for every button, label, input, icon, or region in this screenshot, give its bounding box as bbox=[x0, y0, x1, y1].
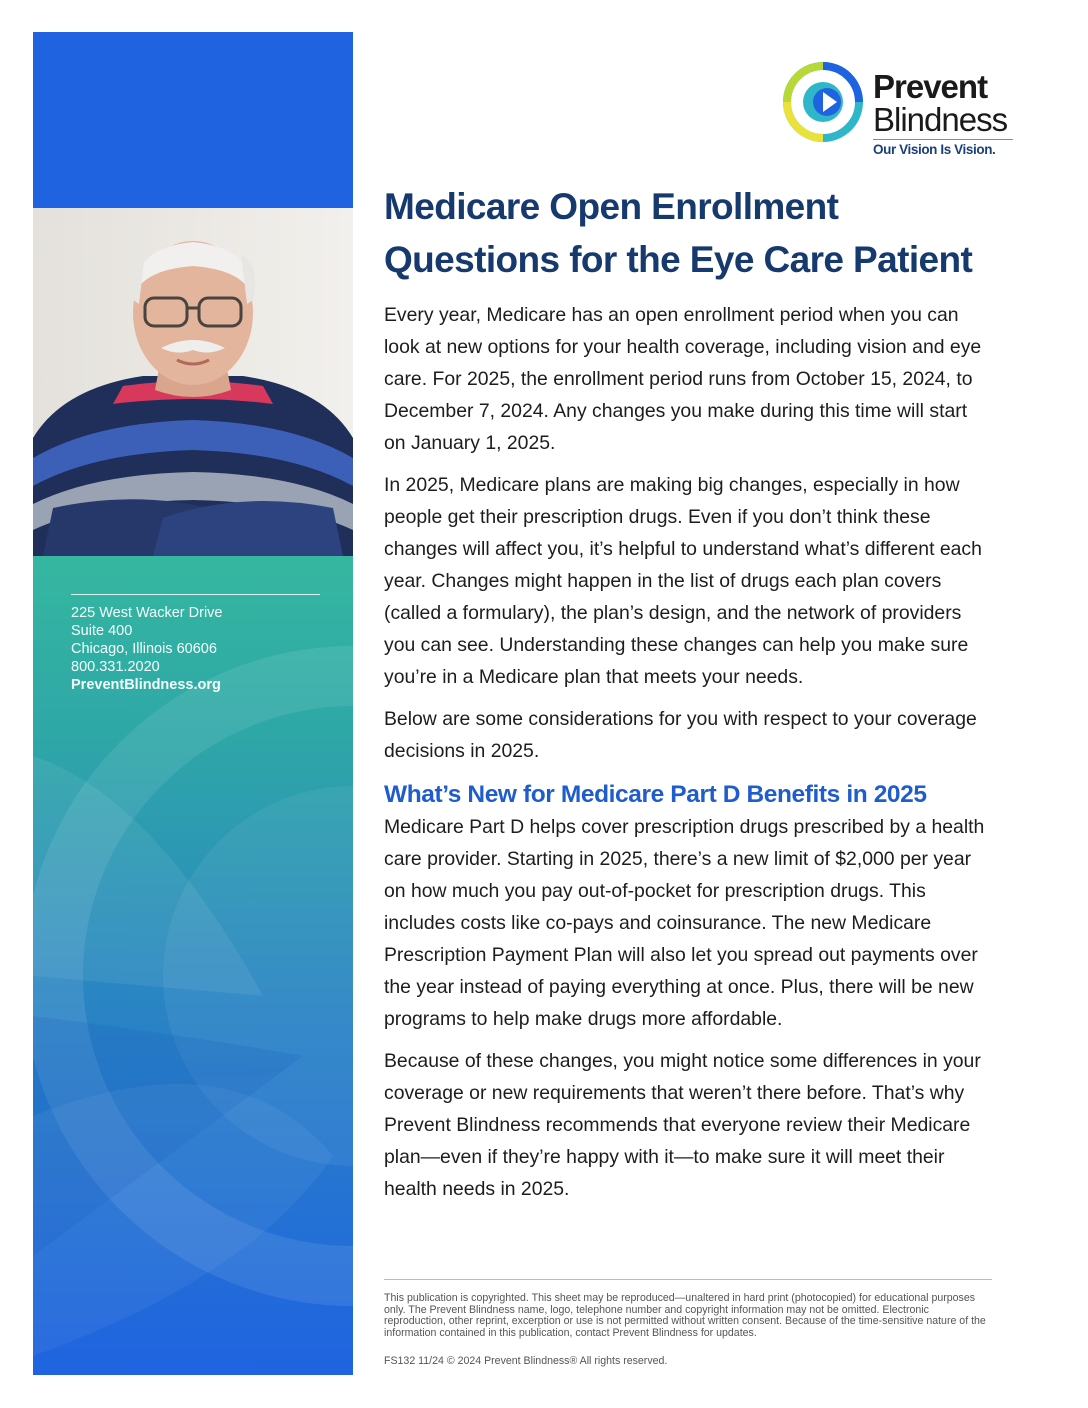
logo-word-blindness: Blindness bbox=[873, 101, 1008, 138]
contact-block bbox=[71, 604, 223, 694]
logo-wordmark bbox=[873, 70, 1007, 136]
changes-paragraph: In 2025, Medicare plans are making big changes, especially in how people get their prescription drugs. Even if you don’t think these changes will affect you, it’s helpful to understand what’s different each year. Changes might happen in the list of drugs each plan covers (called a formulary), the plan’s design, and the network of providers you can see. Understanding these changes can help you make sure you’re in a Medicare plan that meets your needs. bbox=[384, 474, 982, 688]
section-heading: What’s New for Medicare Part D Benefits in 2025 bbox=[384, 781, 927, 808]
page-title bbox=[384, 180, 994, 286]
logo-eye-icon bbox=[783, 62, 863, 142]
logo-word-prevent: Prevent bbox=[873, 68, 988, 105]
contact-divider bbox=[71, 594, 320, 595]
recommendation-paragraph: Because of these changes, you might notice some differences in your coverage or new requirements that weren’t there before. That’s why Prevent Blindness recommends that everyone review their Medicare plan—even if they’re happy with it—to make sure it will meet their health needs in 2025. bbox=[384, 1050, 981, 1200]
phone-number: 800.331.2020 bbox=[71, 659, 160, 675]
intro-paragraph: Every year, Medicare has an open enrollment period when you can look at new options for your health coverage, including vision and eye care. For 2025, the enrollment period runs from October 15, 2024, to December 7, 2024. Any changes you make during this time will start on January 1, 2025. bbox=[384, 304, 982, 454]
website-link[interactable]: PreventBlindness.org bbox=[71, 677, 221, 693]
part-d-paragraph: Medicare Part D helps cover prescription drugs prescribed by a health care provider. Starting in 2025, there’s a new limit of $2,000 per year on how much you pay out-of-pocket for prescription drugs. This includes costs like co-pays and coinsurance. The new Medicare Prescription Payment Plan will also let you spread out payments over the year instead of paying everything at once. Plus, there will be new programs to help make drugs more affordable. bbox=[384, 816, 985, 1030]
prevent-blindness-logo bbox=[783, 62, 1015, 162]
address-line-3: Chicago, Illinois 60606 bbox=[71, 641, 217, 657]
footer-divider bbox=[384, 1279, 992, 1280]
sidebar-gradient-panel bbox=[33, 556, 353, 1375]
logo-tagline: Our Vision Is Vision. bbox=[873, 142, 996, 157]
considerations-paragraph: Below are some considerations for you with respect to your coverage decisions in 2025. bbox=[384, 708, 977, 762]
title-line-2: Questions for the Eye Care Patient bbox=[384, 239, 973, 280]
main-content bbox=[384, 180, 994, 1205]
logo-divider bbox=[873, 139, 1013, 140]
copyright-notice: This publication is copyrighted. This sheet may be reproduced—unaltered in hard print (photocopied) for educational purposes only. The Prevent Blindness name, logo, telephone number and copyright information may not be omitted. Electronic reproduction, other reprint, excerption or use is not permitted without written consent. Because of the time-sensitive nature of the information contained in this publication, contact Prevent Blindness for updates. bbox=[384, 1292, 986, 1339]
address-line-2: Suite 400 bbox=[71, 623, 133, 639]
senior-man-illustration bbox=[33, 208, 353, 556]
sidebar bbox=[33, 32, 353, 1375]
title-line-1: Medicare Open Enrollment bbox=[384, 186, 839, 227]
address-line-1: 225 West Wacker Drive bbox=[71, 605, 223, 621]
sidebar-blue-block bbox=[33, 32, 353, 208]
publication-code: FS132 11/24 © 2024 Prevent Blindness® All rights reserved. bbox=[384, 1355, 668, 1367]
portrait-photo bbox=[33, 208, 353, 556]
